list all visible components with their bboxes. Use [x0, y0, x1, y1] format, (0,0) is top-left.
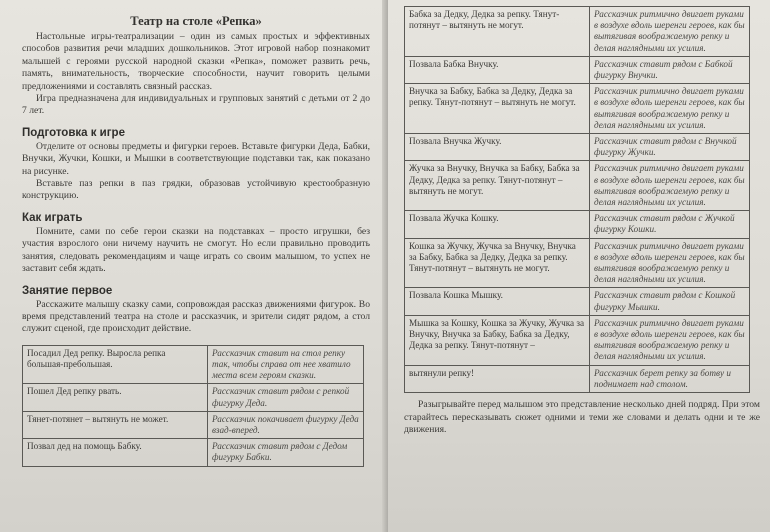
- narration-cell: Рассказчик ставит на стол репку так, чтобы справа от нее хватило места всем героям сказки.: [208, 345, 364, 384]
- narration-cell: Рассказчик ритмично двигает руками в воздухе вдоль шеренги героев, как бы вытягивая воображаемую репку и делая наглядными их усилия.: [590, 315, 750, 365]
- table-row: [23, 411, 364, 438]
- story-text-cell: Посадил Дед репку. Выросла репка большая-пребольшая.: [23, 345, 208, 384]
- intro-paragraph: Настольные игры-театрализации – один из самых простых и эффективных способов развития речи младших дошкольников. Этот игровой набор познакомит малышей с героями русской народной сказки «Репка», поможет развить речь, память, внимательность, творческие способности, научит говорить целыми предложениями и составлять связный рассказ.: [22, 31, 370, 92]
- story-text-cell: Позвала Жучка Кошку.: [405, 211, 590, 238]
- narration-cell: Рассказчик ставит рядом с Кошкой фигурку Мышки.: [590, 288, 750, 315]
- narration-cell: Рассказчик ставит рядом с Бабкой фигурку Внучки.: [590, 56, 750, 83]
- table-row: [405, 288, 750, 315]
- narration-cell: Рассказчик ритмично двигает руками в воздухе вдоль шеренги героев, как бы вытягивая воображаемую репку и делая наглядными их усилия.: [590, 161, 750, 211]
- page-title: Театр на столе «Репка»: [130, 14, 262, 28]
- narration-cell: Рассказчик ставит рядом с Внучкой фигурку Жучки.: [590, 134, 750, 161]
- section-paragraph: Вставьте паз репки в паз грядки, образовав устойчивую крестообразную конструкцию.: [22, 178, 370, 202]
- table-row: [405, 365, 750, 392]
- story-text-cell: Позвала Бабка Внучку.: [405, 56, 590, 83]
- table-row: [405, 7, 750, 57]
- story-text-cell: Тянет-потянет – вытянуть не может.: [23, 411, 208, 438]
- table-row: [405, 315, 750, 365]
- table-row: [405, 211, 750, 238]
- story-text-cell: Бабка за Дедку, Дедка за репку. Тянут-потянут – вытянуть не могут.: [405, 7, 590, 57]
- closing-block: [404, 399, 760, 437]
- table-row: [405, 238, 750, 288]
- right-page: [388, 0, 770, 532]
- story-text-cell: Внучка за Бабку, Бабка за Дедку, Дедка за репку. Тянут-потянут – вытянуть не могут.: [405, 84, 590, 134]
- section-heading: Подготовка к игре: [22, 126, 125, 139]
- story-text-cell: Кошка за Жучку, Жучка за Внучку, Внучка за Бабку, Бабка за Дедку, Дедка за репку. Тянут-потянут – вытянуть не могут.: [405, 238, 590, 288]
- closing-paragraph: Разыгрывайте перед малышом это представление несколько дней подряд. При этом старайтесь пересказывать сюжет одними и теми же словами и делать одни и те же движения.: [404, 399, 760, 436]
- narration-cell: Рассказчик покачивает фигурку Деда взад-вперед.: [208, 411, 364, 438]
- table-row: [23, 439, 364, 466]
- table-row: [23, 384, 364, 411]
- intro-paragraph: Игра предназначена для индивидуальных и групповых занятий с детьми от 2 до 7 лет.: [22, 93, 370, 117]
- story-text-cell: Пошел Дед репку рвать.: [23, 384, 208, 411]
- table-row: [405, 56, 750, 83]
- section-paragraph: Помните, сами по себе герои сказки на подставках – просто игрушки, без участия взрослого они ничему научить не смогут. Но если правильно проводить занятия, следовать рекомендациям и чаще играть со своим малышом, то успех не заставит себя ждать.: [22, 225, 370, 275]
- story-text-cell: вытянули репку!: [405, 365, 590, 392]
- narration-cell: Рассказчик ритмично двигает руками в воздухе вдоль шеренги героев, как бы вытягивая воображаемую репку и делая наглядными их усилия.: [590, 84, 750, 134]
- narration-cell: Рассказчик ставит рядом с Жучкой фигурку Кошки.: [590, 211, 750, 238]
- story-text-cell: Позвала Кошка Мышку.: [405, 288, 590, 315]
- story-text-cell: Мышка за Кошку, Кошка за Жучку, Жучка за Внучку, Внучка за Бабку, Бабка за Дедку, Дедка за репку. Тянут-потянут –: [405, 315, 590, 365]
- narration-cell: Рассказчик ритмично двигает руками в воздухе вдоль шеренги героев, как бы вытягивая воображаемую репку и делая наглядными их усилия.: [590, 7, 750, 57]
- section-paragraph: Отделите от основы предметы и фигурки героев. Вставьте фигурки Деда, Бабки, Внучки, Жучки, Кошки, и Мышки в соответствующие подставки так, как показано на рисунке.: [22, 140, 370, 177]
- story-table: [22, 345, 364, 467]
- narration-cell: Рассказчик ставит рядом с Дедом фигурку Бабки.: [208, 439, 364, 466]
- table-row: [405, 134, 750, 161]
- table-row: [405, 161, 750, 211]
- narration-cell: Рассказчик ритмично двигает руками в воздухе вдоль шеренги героев, как бы вытягивая воображаемую репку и делая наглядными их усилия.: [590, 238, 750, 288]
- narration-cell: Рассказчик ставит рядом с репкой фигурку Деда.: [208, 384, 364, 411]
- story-text-cell: Позвала Внучка Жучку.: [405, 134, 590, 161]
- story-text-cell: Позвал дед на помощь Бабку.: [23, 439, 208, 466]
- story-table-continued: [404, 6, 750, 393]
- section-heading: Как играть: [22, 211, 83, 224]
- table-row: [23, 345, 364, 384]
- table-row: [405, 84, 750, 134]
- section-paragraph: Расскажите малышу сказку сами, сопровождая рассказ движениями фигурок. Во время представлений театра на столе и рассказчик, и зрители сидят рядом, а стол служит сценой, где происходит действие.: [22, 298, 370, 335]
- story-text-cell: Жучка за Внучку, Внучка за Бабку, Бабка за Дедку, Дедка за репку. Тянут-потянут – вытянуть не могут.: [405, 161, 590, 211]
- section-heading: Занятие первое: [22, 284, 113, 297]
- narration-cell: Рассказчик берет репку за ботву и поднимает над столом.: [590, 365, 750, 392]
